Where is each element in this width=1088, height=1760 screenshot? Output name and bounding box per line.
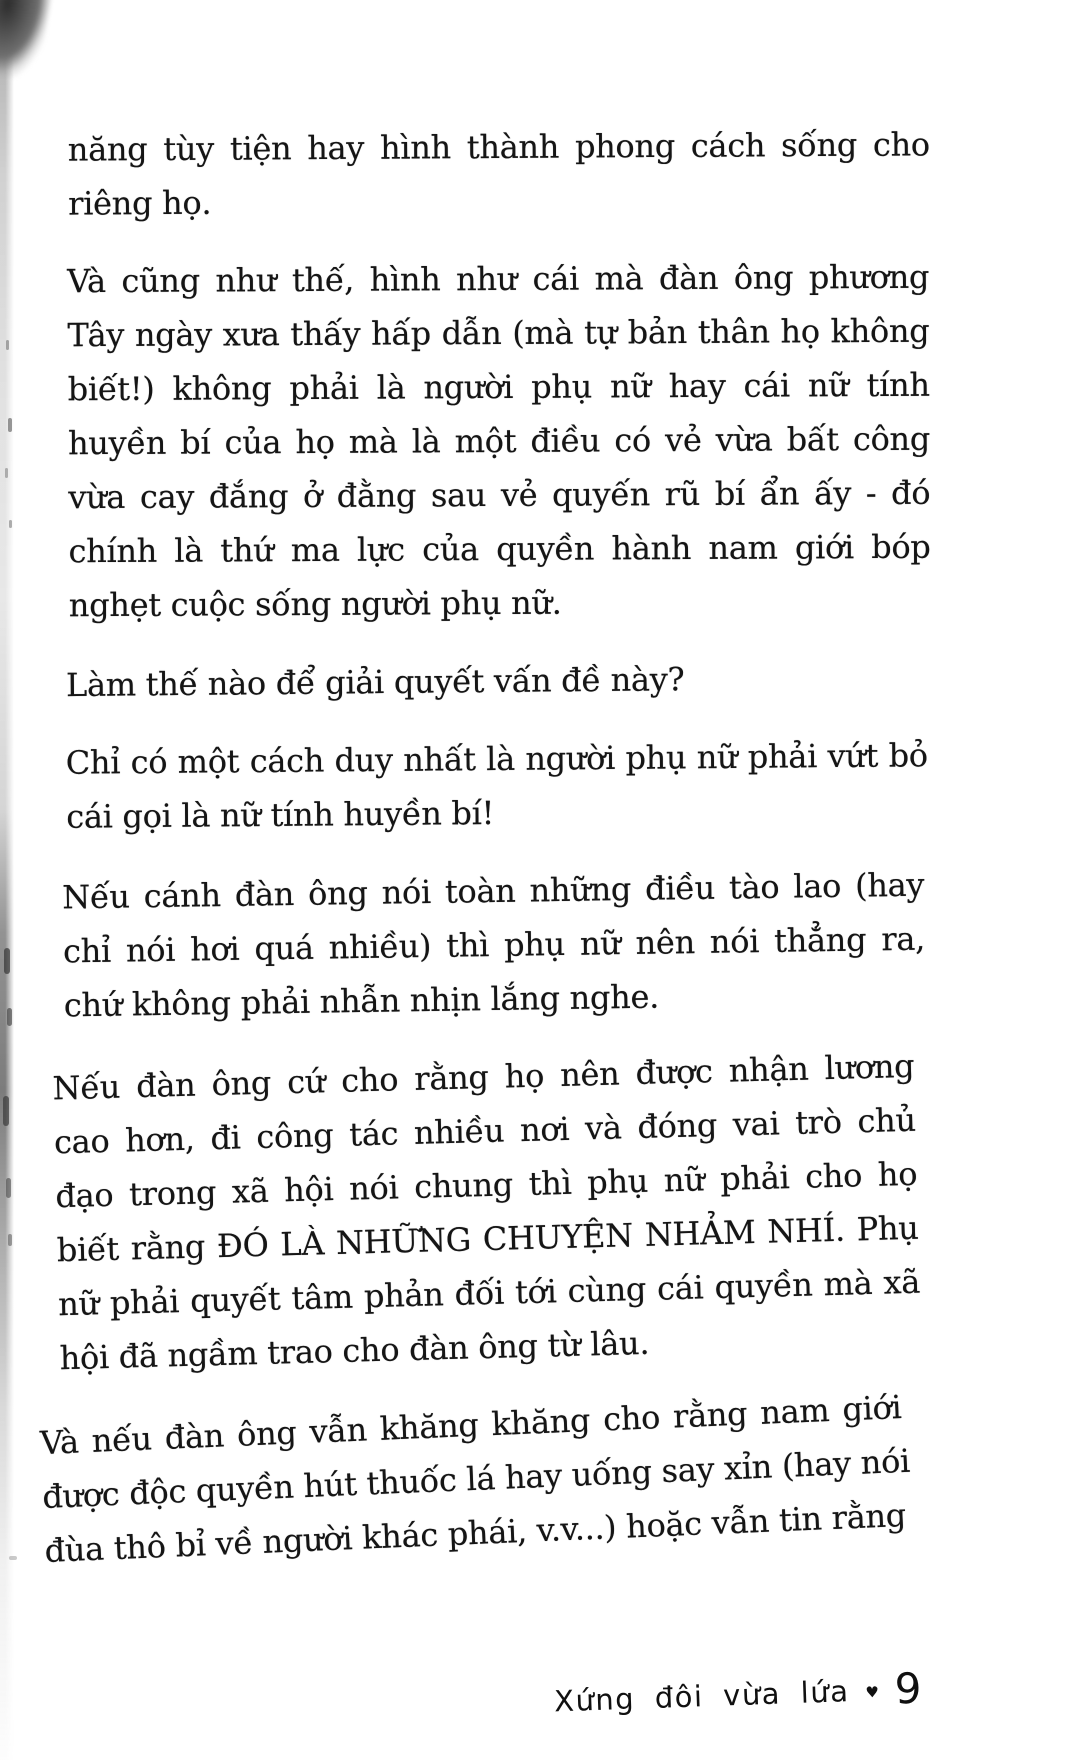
scan-speck	[8, 418, 12, 432]
text-line: chỉ nói hơi quá nhiều) thì phụ nữ nên nói thẳng ra,	[62, 919, 926, 971]
text-line: Và nếu đàn ông vẫn khăng khăng cho rằng nam giới	[39, 1388, 903, 1463]
text-line: vừa cay đắng ở đằng sau vẻ quyến rũ bí ẩn ấy - đó	[68, 473, 931, 517]
scan-speck	[5, 468, 8, 478]
paragraph	[66, 650, 928, 712]
page-number: 9	[894, 1663, 923, 1714]
paragraph	[66, 728, 929, 844]
text-line: huyền bí của họ mà là một điều có vẻ vừa bất công	[67, 419, 931, 463]
text-line: đùa thô bỉ về người khác phái, v.v...) hoặc vẫn tin rằng	[43, 1495, 907, 1570]
scan-speck	[6, 1178, 11, 1198]
text-line: Nếu đàn ông cứ cho rằng họ nên được nhận lương	[52, 1046, 915, 1108]
paragraph	[68, 117, 931, 230]
page-footer	[553, 1663, 923, 1723]
scan-speck	[3, 1096, 9, 1126]
text-line: Và cũng như thế, hình như cái mà đàn ông phương	[67, 257, 930, 301]
text-line: cao hơn, đi công tác nhiều nơi và đóng vai trò chủ	[53, 1100, 917, 1162]
scan-corner-shadow	[0, 0, 55, 83]
text-line: riêng họ.	[68, 183, 212, 223]
text-line: nghẹt cuộc sống người phụ nữ.	[68, 583, 562, 625]
text-line: chính là thứ ma lực của quyền hành nam giới bóp	[68, 527, 931, 571]
scan-gutter-shadow	[0, 0, 14, 1760]
text-line: Làm thế nào để giải quyết vấn đề này?	[65, 660, 685, 705]
scan-speck	[4, 948, 10, 974]
text-line: chứ không phải nhẫn nhịn lắng nghe.	[63, 977, 660, 1025]
text-line: biết!) không phải là người phụ nữ hay cái nữ tính	[67, 365, 930, 409]
page-text	[39, 120, 931, 1584]
scan-speck	[7, 1008, 12, 1026]
text-line: cái gọi là nữ tính huyền bí!	[66, 794, 495, 836]
text-line: được độc quyền hút thuốc lá hay uống say xỉn (hay nói	[41, 1441, 911, 1517]
heart-bullet-icon: ♥	[865, 1682, 880, 1702]
paragraph	[39, 1380, 911, 1578]
text-line: Nếu cánh đàn ông nói toàn những điều tào lao (hay	[61, 865, 925, 917]
text-line: biết rằng ĐÓ LÀ NHỮNG CHUYỆN NHẢM NHÍ. Phụ	[56, 1208, 920, 1270]
text-line: đạo trong xã hội nói chung thì phụ nữ phải cho họ	[54, 1154, 918, 1216]
text-line: Chỉ có một cách duy nhất là người phụ nữ phải vứt bỏ	[65, 736, 928, 782]
scan-speck	[8, 1234, 12, 1246]
paragraph	[62, 858, 926, 1033]
running-title: Xứng đôi vừa lứa	[553, 1674, 851, 1719]
scan-speck	[9, 1556, 17, 1560]
text-line: năng tùy tiện hay hình thành phong cách sống cho	[67, 125, 930, 169]
paragraph	[52, 1039, 922, 1385]
text-line: nữ phải quyết tâm phản đối tới cùng cái quyền mà xã	[57, 1262, 921, 1324]
text-line: Tây ngày xưa thấy hấp dẫn (mà tự bản thân họ không	[67, 311, 930, 355]
paragraph	[67, 250, 931, 633]
scan-speck	[6, 340, 9, 350]
text-line: hội đã ngầm trao cho đàn ông từ lâu.	[59, 1323, 650, 1378]
scan-speck	[9, 520, 12, 528]
